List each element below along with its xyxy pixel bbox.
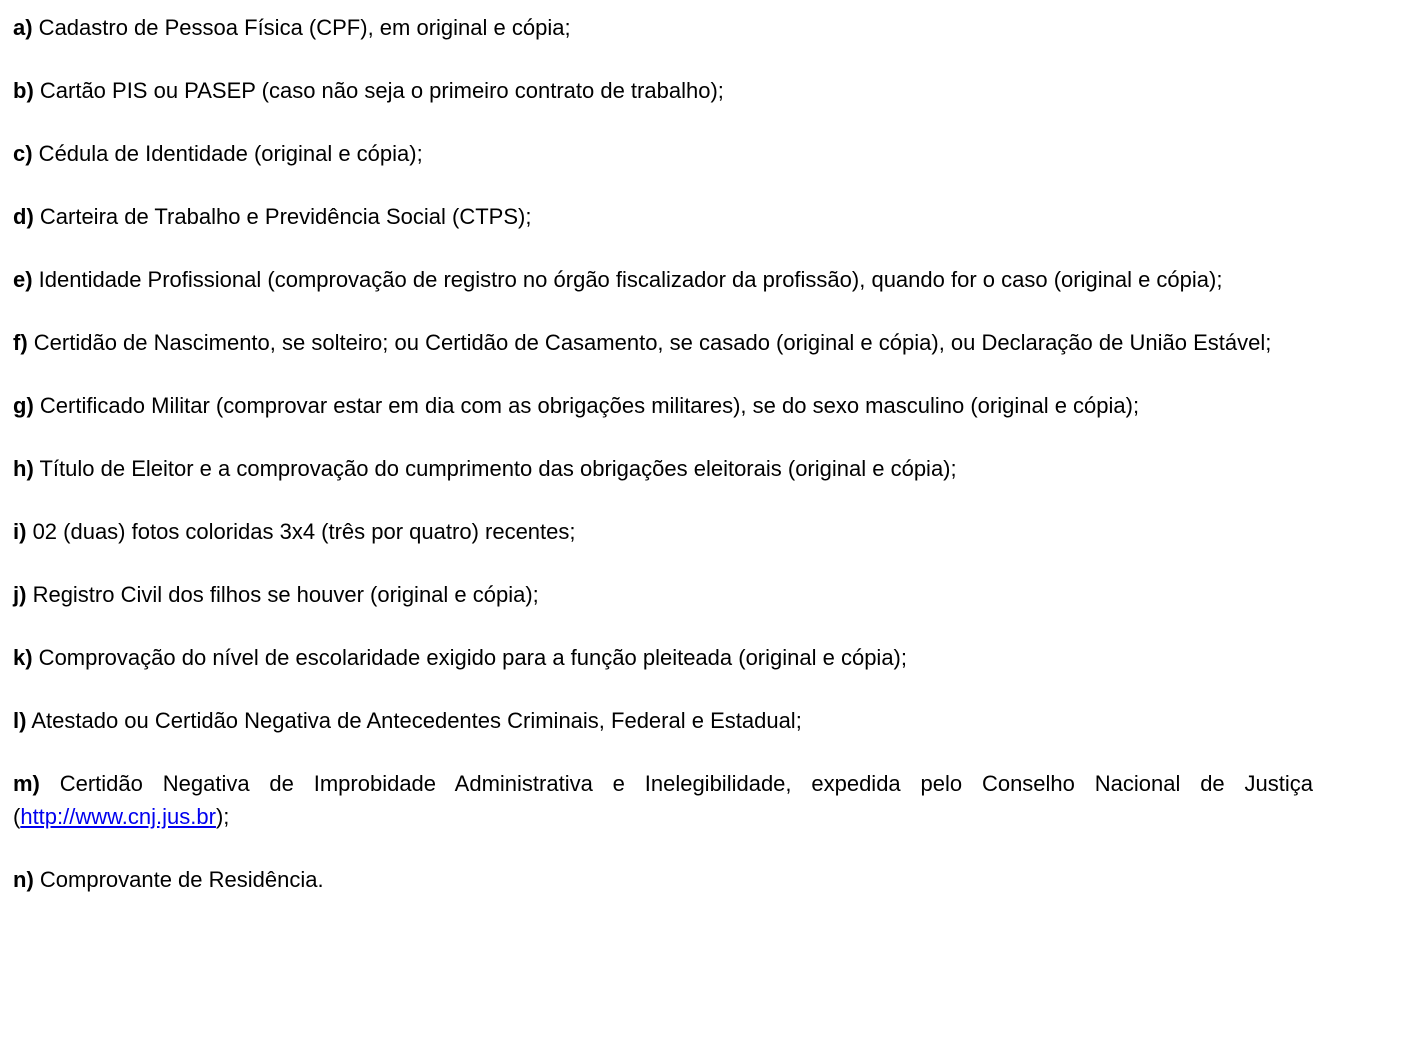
item-text-b: Cartão PIS ou PASEP (caso não seja o primeiro contrato de trabalho); — [33, 78, 724, 103]
list-item-c — [13, 137, 1313, 170]
list-item-l — [13, 704, 1313, 737]
item-letter-a: a) — [13, 15, 33, 40]
item-text-j: Registro Civil dos filhos se houver (original e cópia); — [26, 582, 539, 607]
item-letter-n: n) — [13, 867, 34, 892]
list-item-j — [13, 578, 1313, 611]
item-letter-d: d) — [13, 204, 34, 229]
item-letter-l: l) — [13, 708, 27, 733]
required-documents-list — [13, 11, 1313, 896]
item-letter-f: f) — [13, 330, 28, 355]
item-text-h: Título de Eleitor e a comprovação do cumprimento das obrigações eleitorais (original e cópia); — [33, 456, 957, 481]
list-item-g — [13, 389, 1313, 422]
item-letter-j: j) — [13, 582, 27, 607]
list-item-k — [13, 641, 1313, 674]
list-item-e — [13, 263, 1313, 296]
item-text-m-after-link: ); — [215, 804, 230, 829]
item-letter-k: k) — [13, 645, 33, 670]
item-letter-i: i) — [13, 519, 27, 544]
item-letter-g: g) — [13, 393, 34, 418]
item-text-d: Carteira de Trabalho e Previdência Social (CTPS); — [33, 204, 532, 229]
item-letter-b: b) — [13, 78, 34, 103]
item-text-n: Comprovante de Residência. — [33, 867, 324, 892]
cnj-link[interactable]: http://www.cnj.jus.br — [20, 804, 216, 829]
list-item-b — [13, 74, 1313, 107]
item-text-c: Cédula de Identidade (original e cópia); — [32, 141, 423, 166]
list-item-f — [13, 326, 1313, 359]
item-text-e: Identidade Profissional (comprovação de registro no órgão fiscalizador da profissão), quando for o caso (original e cópia); — [32, 267, 1223, 292]
list-item-d — [13, 200, 1313, 233]
list-item-h — [13, 452, 1313, 485]
list-item-n — [13, 863, 1313, 896]
item-letter-e: e) — [13, 267, 33, 292]
item-text-l: Atestado ou Certidão Negativa de Antecedentes Criminais, Federal e Estadual; — [26, 708, 802, 733]
list-item-a — [13, 11, 1313, 44]
item-text-i: 02 (duas) fotos coloridas 3x4 (três por quatro) recentes; — [26, 519, 576, 544]
item-text-m-before-link: Certidão Negativa de Improbidade Administrativa e Inelegibilidade, expedida pelo Conselho Nacional de Justiça ( — [13, 771, 1313, 829]
item-text-f: Certidão de Nascimento, se solteiro; ou Certidão de Casamento, se casado (original e cópia), ou Declaração de União Estável; — [27, 330, 1272, 355]
list-item-i — [13, 515, 1313, 548]
item-letter-m: m) — [13, 771, 40, 796]
item-text-k: Comprovação do nível de escolaridade exigido para a função pleiteada (original e cópia); — [32, 645, 907, 670]
item-text-a: Cadastro de Pessoa Física (CPF), em original e cópia; — [32, 15, 571, 40]
item-letter-c: c) — [13, 141, 33, 166]
list-item-m — [13, 767, 1313, 833]
item-letter-h: h) — [13, 456, 34, 481]
item-text-g: Certificado Militar (comprovar estar em dia com as obrigações militares), se do sexo masculino (original e cópia); — [33, 393, 1140, 418]
